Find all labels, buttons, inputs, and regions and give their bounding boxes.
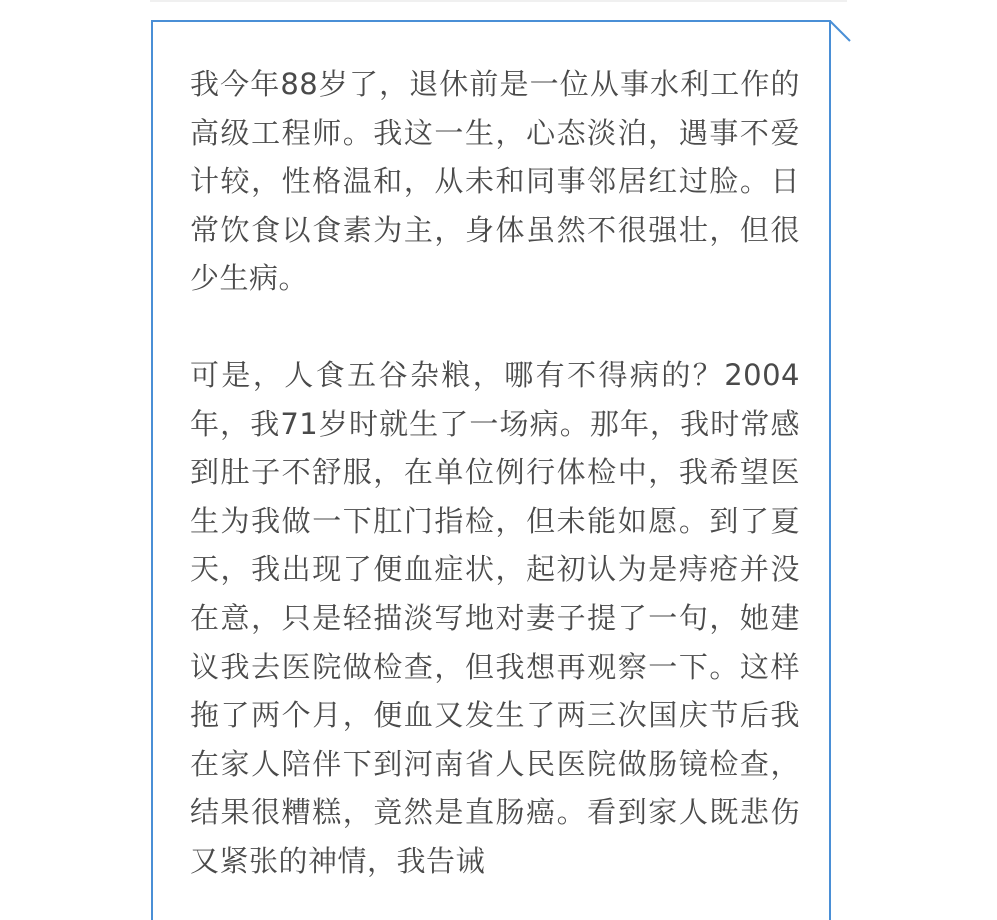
- article-body: [190, 60, 800, 886]
- article-paragraph-1: 我今年88岁了，退休前是一位从事水利工作的高级工程师。我这一生，心态淡泊，遇事不爱计较，性格温和，从未和同事邻居红过脸。日常饮食以食素为主，身体虽然不很强壮，但很少生病。: [190, 67, 800, 296]
- corner-accent: [828, 19, 852, 43]
- article-paragraph-2: 可是，人食五谷杂粮，哪有不得病的？2004年，我71岁时就生了一场病。那年，我时常感到肚子不舒服，在单位例行体检中，我希望医生为我做一下肛门指检，但未能如愿。到了夏天，我出现了便血症状，起初认为是痔疮并没在意，只是轻描淡写地对妻子提了一句，她建议我去医院做检查，但我想再观察一下。这样拖了两个月，便血又发生了两三次国庆节后我在家人陪伴下到河南省人民医院做肠镜检查，结果很糟糕，竟然是直肠癌。看到家人既悲伤又紧张的神情，我告诫: [190, 357, 800, 878]
- top-divider: [150, 0, 847, 2]
